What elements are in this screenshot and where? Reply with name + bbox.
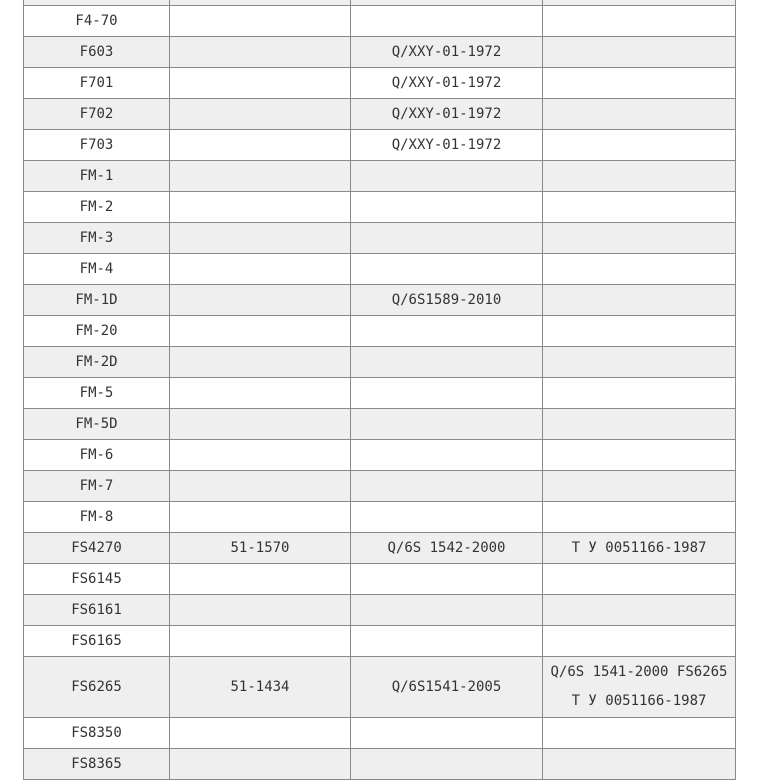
spec-cell — [170, 130, 351, 161]
enterprise-standard-cell — [351, 316, 543, 347]
grade-cell: F701 — [24, 68, 170, 99]
grade-cell: FM-2 — [24, 192, 170, 223]
table-row — [24, 161, 736, 192]
table-row — [24, 68, 736, 99]
enterprise-standard-cell — [351, 718, 543, 749]
table-row — [24, 130, 736, 161]
foreign-standard-cell — [543, 161, 736, 192]
spec-cell — [170, 502, 351, 533]
foreign-standard-cell — [543, 502, 736, 533]
spec-cell — [170, 254, 351, 285]
grade-cell: FM-1 — [24, 161, 170, 192]
enterprise-standard-cell — [351, 223, 543, 254]
grade-cell: FS6265 — [24, 657, 170, 718]
grade-cell: FS6145 — [24, 564, 170, 595]
grade-cell: FM-1D — [24, 285, 170, 316]
spec-cell: 51-1434 — [170, 657, 351, 718]
table-row — [24, 285, 736, 316]
enterprise-standard-cell — [351, 347, 543, 378]
grade-cell: FM-8 — [24, 502, 170, 533]
grade-cell: F4-70 — [24, 6, 170, 37]
foreign-standard-cell — [543, 471, 736, 502]
table-row — [24, 223, 736, 254]
table-row — [24, 471, 736, 502]
foreign-standard-cell — [543, 657, 736, 718]
foreign-standard-cell — [543, 626, 736, 657]
table-row — [24, 37, 736, 68]
spec-cell — [170, 285, 351, 316]
foreign-standard-cell — [543, 285, 736, 316]
table-row — [24, 378, 736, 409]
table-row — [24, 99, 736, 130]
table-row — [24, 316, 736, 347]
foreign-standard-cell — [543, 130, 736, 161]
enterprise-standard-cell — [351, 440, 543, 471]
grade-cell: FM-3 — [24, 223, 170, 254]
grade-cell: F703 — [24, 130, 170, 161]
enterprise-standard-cell: Q/XXY-01-1972 — [351, 37, 543, 68]
table-row — [24, 6, 736, 37]
foreign-standard-cell — [543, 718, 736, 749]
foreign-standard-cell — [543, 378, 736, 409]
enterprise-standard-cell — [351, 471, 543, 502]
enterprise-standard-cell — [351, 749, 543, 780]
enterprise-standard-cell — [351, 595, 543, 626]
table-row — [24, 347, 736, 378]
foreign-standard-cell — [543, 533, 736, 564]
enterprise-standard-cell — [351, 564, 543, 595]
grade-cell: FM-2D — [24, 347, 170, 378]
standards-table-container — [23, 0, 735, 780]
table-row — [24, 192, 736, 223]
grade-cell: FS8365 — [24, 749, 170, 780]
grade-cell: FM-6 — [24, 440, 170, 471]
foreign-standard-cell — [543, 68, 736, 99]
enterprise-standard-cell: Q/XXY-01-1972 — [351, 68, 543, 99]
foreign-standard-cell — [543, 6, 736, 37]
enterprise-standard-cell — [351, 378, 543, 409]
spec-cell — [170, 440, 351, 471]
spec-cell — [170, 409, 351, 440]
foreign-standard-cell — [543, 254, 736, 285]
enterprise-standard-cell — [351, 409, 543, 440]
table-row — [24, 533, 736, 564]
standards-table — [23, 0, 736, 780]
foreign-standard-line: Т У 0051166-1987 — [571, 539, 707, 556]
enterprise-standard-cell: Q/6S 1542-2000 — [351, 533, 543, 564]
foreign-standard-cell — [543, 192, 736, 223]
spec-cell — [170, 6, 351, 37]
enterprise-standard-cell: Q/6S1589-2010 — [351, 285, 543, 316]
foreign-standard-cell — [543, 409, 736, 440]
enterprise-standard-cell — [351, 626, 543, 657]
grade-cell: FS8350 — [24, 718, 170, 749]
spec-cell — [170, 99, 351, 130]
grade-cell: FM-5D — [24, 409, 170, 440]
enterprise-standard-cell — [351, 161, 543, 192]
spec-cell — [170, 564, 351, 595]
enterprise-standard-cell — [351, 6, 543, 37]
grade-cell: FS4270 — [24, 533, 170, 564]
grade-cell: FM-5 — [24, 378, 170, 409]
enterprise-standard-cell: Q/XXY-01-1972 — [351, 99, 543, 130]
spec-cell — [170, 192, 351, 223]
grade-cell: FS6161 — [24, 595, 170, 626]
spec-cell — [170, 749, 351, 780]
enterprise-standard-cell: Q/6S1541-2005 — [351, 657, 543, 718]
table-row — [24, 502, 736, 533]
spec-cell — [170, 595, 351, 626]
table-row — [24, 564, 736, 595]
table-body — [24, 0, 736, 780]
spec-cell — [170, 161, 351, 192]
foreign-standard-cell — [543, 749, 736, 780]
table-row — [24, 409, 736, 440]
table-row — [24, 440, 736, 471]
table-row — [24, 595, 736, 626]
table-row — [24, 657, 736, 718]
grade-cell: FM-20 — [24, 316, 170, 347]
grade-cell: F603 — [24, 37, 170, 68]
grade-cell: F702 — [24, 99, 170, 130]
grade-cell: FM-4 — [24, 254, 170, 285]
table-row — [24, 749, 736, 780]
foreign-standard-line: Q/6S 1541-2000 FS6265 — [550, 664, 728, 680]
foreign-standard-cell — [543, 99, 736, 130]
enterprise-standard-cell: Q/XXY-01-1972 — [351, 130, 543, 161]
foreign-standard-cell — [543, 316, 736, 347]
spec-cell — [170, 471, 351, 502]
foreign-standard-line: Т У 0051166-1987 — [571, 693, 707, 709]
spec-cell — [170, 316, 351, 347]
enterprise-standard-cell — [351, 254, 543, 285]
spec-cell — [170, 223, 351, 254]
foreign-standard-cell — [543, 37, 736, 68]
spec-cell — [170, 347, 351, 378]
table-row — [24, 626, 736, 657]
foreign-standard-cell — [543, 440, 736, 471]
foreign-standard-cell — [543, 347, 736, 378]
spec-cell — [170, 718, 351, 749]
enterprise-standard-cell — [351, 192, 543, 223]
foreign-standard-cell — [543, 564, 736, 595]
spec-cell — [170, 68, 351, 99]
spec-cell — [170, 378, 351, 409]
spec-cell — [170, 37, 351, 68]
table-row — [24, 254, 736, 285]
foreign-standard-cell — [543, 223, 736, 254]
spec-cell: 51-1570 — [170, 533, 351, 564]
foreign-standard-cell — [543, 595, 736, 626]
spec-cell — [170, 626, 351, 657]
grade-cell: FM-7 — [24, 471, 170, 502]
grade-cell: FS6165 — [24, 626, 170, 657]
enterprise-standard-cell — [351, 502, 543, 533]
table-row — [24, 718, 736, 749]
